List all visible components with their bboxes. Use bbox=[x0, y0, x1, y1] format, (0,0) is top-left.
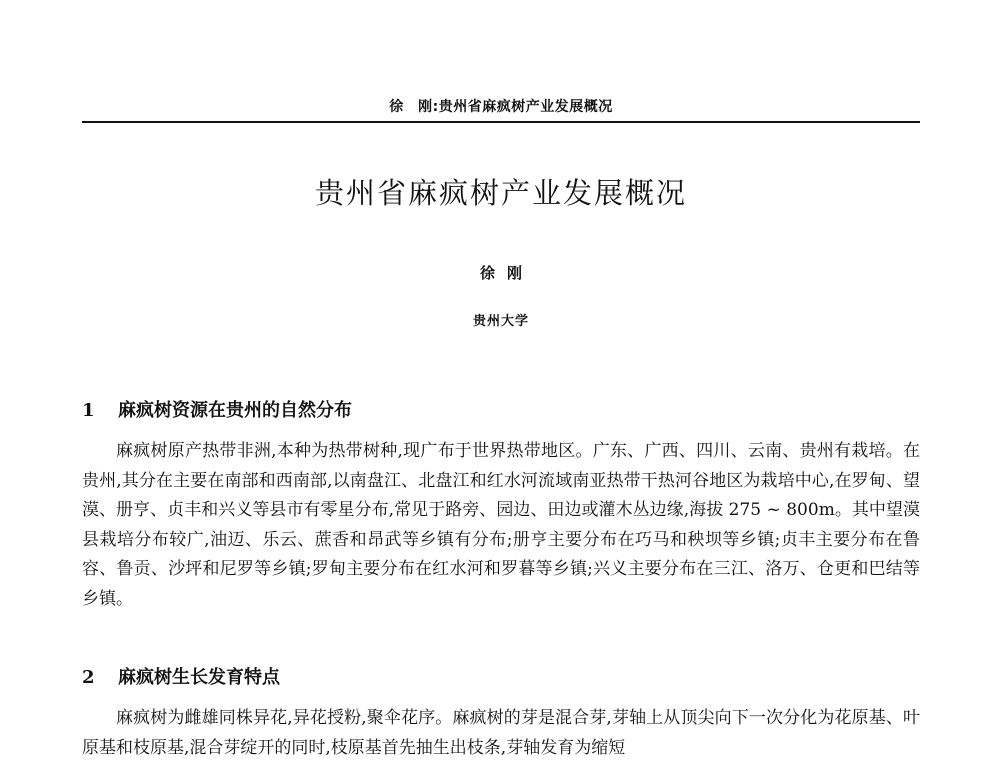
section-title-1: 麻疯树资源在贵州的自然分布 bbox=[118, 400, 352, 421]
section-heading-1 bbox=[82, 396, 920, 422]
section-title-2: 麻疯树生长发育特点 bbox=[118, 667, 280, 688]
section-number-2: 2 bbox=[82, 667, 95, 688]
section-1-paragraph: 麻疯树原产热带非洲,本种为热带树种,现广布于世界热带地区。广东、广西、四川、云南、贵州有栽培。在贵州,其分在主要在南部和西南部,以南盘江、北盘江和红水河流域南亚热带干热河谷地区为栽培中心,在罗甸、望漠、册亨、贞丰和兴义等县市有零星分布,常见于路旁、园边、田边或灌木丛边缘,海拔 275 ~ 800m。其中望漠县栽培分布较广,油迈、乐云、蔗香和昂武等乡镇有分布;册亨主要分布在巧马和秧坝等乡镇;贞丰主要分布在鲁容、鲁贡、沙坪和尼罗等乡镇;罗甸主要分布在红水河和罗暮等乡镇;兴义主要分布在三江、洛万、仓更和巴结等乡镇。 bbox=[82, 441, 920, 609]
section-heading-2 bbox=[82, 663, 920, 689]
running-header: 徐 刚:贵州省麻疯树产业发展概况 bbox=[389, 99, 613, 115]
header-rule bbox=[82, 121, 920, 123]
section-number-1: 1 bbox=[82, 400, 95, 421]
section-2-paragraph: 麻疯树为雌雄同株异花,异花授粉,聚伞花序。麻疯树的芽是混合芽,芽轴上从顶尖向下一次分化为花原基、叶原基和枝原基,混合芽绽开的同时,枝原基首先抽生出枝条,芽轴发育为缩短 bbox=[82, 708, 920, 758]
author-affiliation: 贵州大学 bbox=[472, 314, 529, 329]
author-name: 徐刚 bbox=[479, 264, 534, 282]
article-title: 贵州省麻疯树产业发展概况 bbox=[314, 176, 687, 210]
